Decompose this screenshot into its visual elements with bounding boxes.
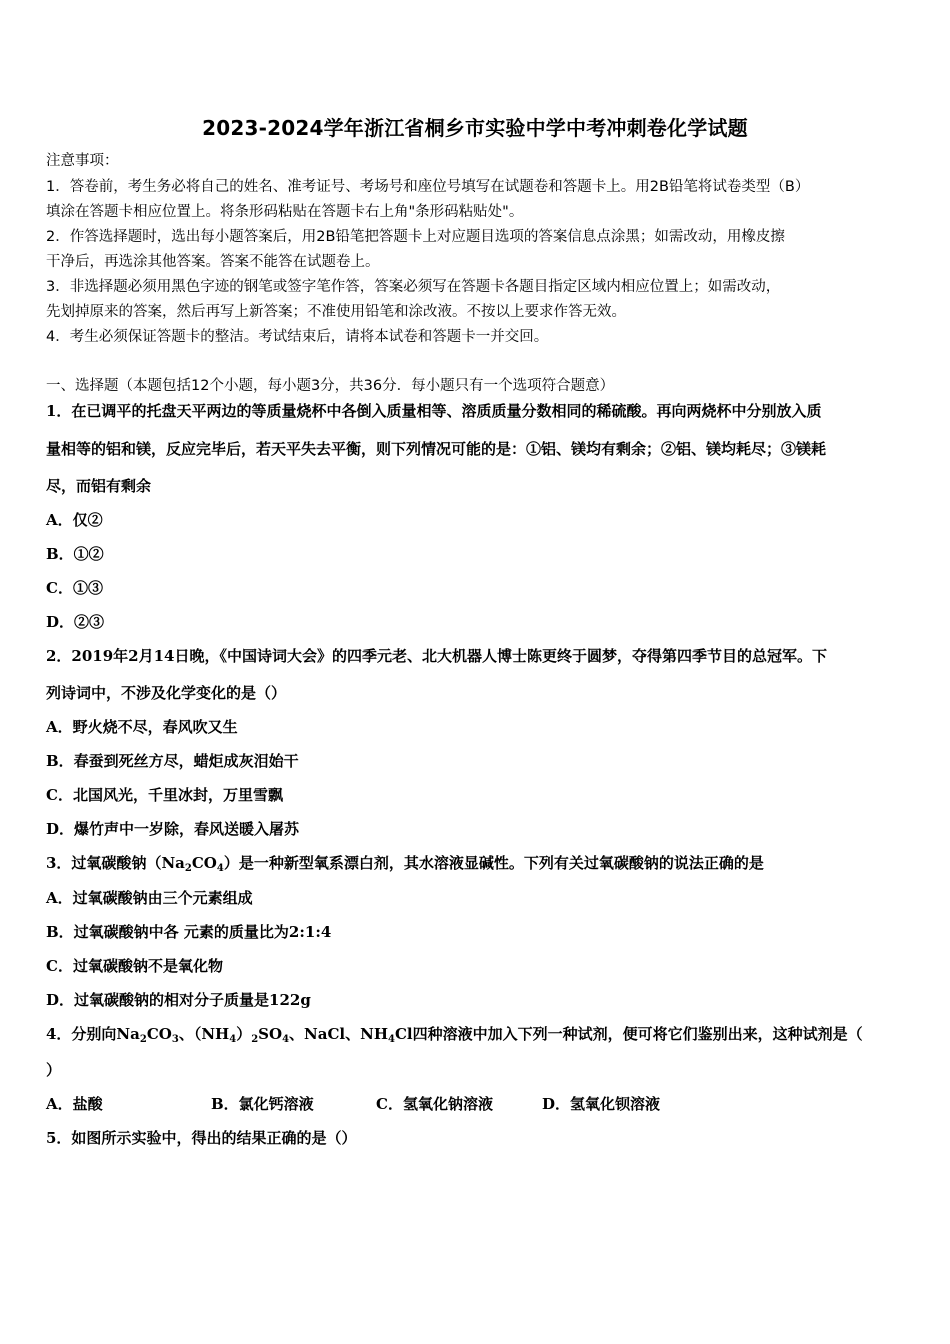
q3-text-prefix: 3．过氧碳酸钠（Na [46, 854, 185, 872]
page-title: 2023-2024学年浙江省桐乡市实验中学中考冲刺卷化学试题 [202, 116, 748, 140]
question-1-text: 尽，而铝有剩余 [46, 477, 152, 495]
question-4-option-a: A．盐酸 [46, 1095, 103, 1113]
question-2-option-c: C．北国风光，千里冰封，万里雪飘 [46, 786, 283, 804]
q4-text: ） [236, 1025, 252, 1043]
question-4-text-end: ） [46, 1061, 62, 1079]
q4-sub: 2 [139, 1034, 147, 1045]
notice-line: 3．非选择题必须用黑色字迹的钢笔或签字笔作答，答案必须写在答题卡各题目指定区域内相应位置上；如需改动， [46, 279, 781, 295]
question-3-text [46, 853, 910, 879]
notice-line: 4．考生必须保证答题卡的整洁。考试结束后，请将本试卷和答题卡一并交回。 [46, 329, 549, 345]
q4-text: 4．分别向Na [46, 1025, 140, 1043]
question-4-text [46, 1024, 910, 1050]
notice-line: 先划掉原来的答案，然后再写上新答案；不准使用铅笔和涂改液。不按以上要求作答无效。 [46, 304, 626, 320]
notice-line: 干净后，再选涂其他答案。答案不能答在试题卷上。 [46, 254, 380, 270]
q3-text-suffix: ）是一种新型氧系漂白剂，其水溶液显碱性。下列有关过氧碳酸钠的说法正确的是 [223, 854, 764, 872]
question-1-text: 量相等的铝和镁，反应完毕后，若天平失去平衡，则下列情况可能的是：①铝、镁均有剩余；②铝、镁均耗尽；③镁耗 [46, 440, 827, 458]
q3-sub: 4 [216, 863, 224, 874]
question-3-option-d: D．过氧碳酸钠的相对分子质量是122g [46, 991, 311, 1009]
q4-text: SO [258, 1025, 283, 1043]
section-heading: 一、选择题（本题包括12个小题，每小题3分，共36分．每小题只有一个选项符合题意） [46, 378, 615, 394]
q3-sub: 2 [184, 863, 192, 874]
q4-sub: 4 [229, 1034, 237, 1045]
q4-text: 、NaCl、NH [289, 1025, 388, 1043]
question-1-option-d: D．②③ [46, 613, 105, 631]
question-5-text: 5．如图所示实验中，得出的结果正确的是（） [46, 1129, 357, 1147]
question-4-option-c: C．氢氧化钠溶液 [376, 1095, 493, 1113]
q4-sub: 3 [171, 1034, 179, 1045]
question-2-text: 2．2019年2月14日晚，《中国诗词大会》的四季元老、北大机器人博士陈更终于圆梦，夺得第四季节目的总冠军。下 [46, 647, 828, 665]
q4-text: CO [146, 1025, 172, 1043]
notice-line: 填涂在答题卡相应位置上。将条形码粘贴在答题卡右上角"条形码粘贴处"。 [46, 204, 524, 220]
notice-line: 2．作答选择题时，选出每小题答案后，用2B铅笔把答题卡上对应题目选项的答案信息点涂黑；如需改动，用橡皮擦 [46, 229, 785, 245]
question-3-option-a: A．过氧碳酸钠由三个元素组成 [46, 889, 253, 907]
question-4-option-b: B．氯化钙溶液 [211, 1095, 314, 1113]
q4-sub: 4 [388, 1034, 395, 1045]
question-2-option-b: B．春蚕到死丝方尽，蜡炬成灰泪始干 [46, 752, 299, 770]
question-2-text: 列诗词中，不涉及化学变化的是（） [46, 684, 287, 702]
question-2-option-d: D．爆竹声中一岁除，春风送暖入屠苏 [46, 820, 300, 838]
q4-text: Cl四种溶液中加入下列一种试剂，便可将它们鉴别出来，这种试剂是（ [394, 1025, 863, 1043]
question-1-text: 1．在已调平的托盘天平两边的等质量烧杯中各倒入质量相等、溶质质量分数相同的稀硫酸。再向两烧杯中分别放入质 [46, 402, 822, 420]
question-1-option-b: B．①② [46, 545, 104, 563]
notice-line: 1．答卷前，考生务必将自己的姓名、准考证号、考场号和座位号填写在试题卷和答题卡上。用2B铅笔将试卷类型（B） [46, 179, 810, 195]
question-2-option-a: A．野火烧不尽，春风吹又生 [46, 718, 238, 736]
question-1-option-c: C．①③ [46, 579, 103, 597]
q4-sub: 4 [282, 1034, 290, 1045]
q4-sub: 2 [251, 1034, 259, 1045]
question-3-option-c: C．过氧碳酸钠不是氧化物 [46, 957, 223, 975]
notice-heading: 注意事项： [46, 153, 119, 169]
question-4-option-d: D．氢氧化钡溶液 [542, 1095, 661, 1113]
q3-text-mid: CO [191, 854, 217, 872]
question-3-option-b: B．过氧碳酸钠中各 元素的质量比为2:1:4 [46, 923, 332, 941]
q4-text: 、（NH [178, 1025, 230, 1043]
question-1-option-a: A．仅② [46, 511, 103, 529]
